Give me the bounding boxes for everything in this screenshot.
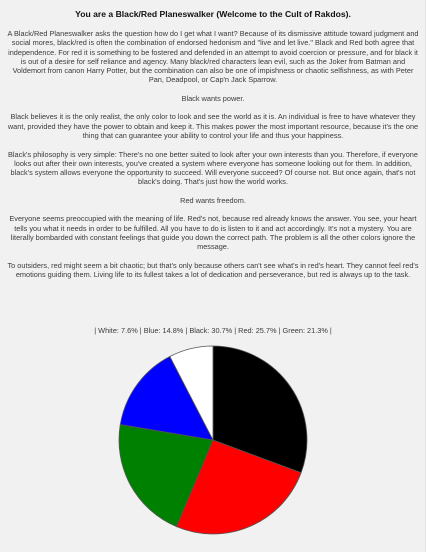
black-paragraph-1: Black believes it is the only realist, the only color to look and see the world as it is. An individual is free to have whatever they want, provided they have the power to obtain and keep it. This makes power the most important resource, because it's the one thing that can guarantee your ability to control your life and thus your happiness. [7, 112, 419, 141]
black-paragraph-2: Black's philosophy is very simple: There's no one better suited to look after your own interests than you. Therefore, if everyone looks out after their own interests, you've created a system where everyone has someone looking out for them. In addition, black's system allows everyone the opportunity to succeed. Will everyone succeed? Of course not. But once again, that's not black's doing. That's just how the world works. [8, 149, 418, 187]
red-paragraph-2: To outsiders, red might seem a bit chaotic; but that's only because others can't see what's in red's heart. They cannot feel red's emotions guiding them. Living life to its fullest takes a lot of dedication and perseverance, but red is always up to the task. [7, 260, 419, 280]
color-percentages: | White: 7.6% | Blue: 14.8% | Black: 30.7% | Red: 25.7% | Green: 21.3% | [94, 326, 332, 335]
intro-paragraph: A Black/Red Planeswalker asks the question how do I get what I want? Because of its dismissive attitude toward judgment and social mores, black/red is often the combination of endorsed hedonism and "live and let live." Black and Red both agree that independence. For red it is something to be fostered and defended in an attempt to avoid coercion or pressure, and for black it is out of a desire for self reliance and agency. Many black/red characters lean evil, such as the Joker from Batman and Voldemort from canon Harry Potter, but the combination can also be one of impishness or chaotic selfishness, as with Peter Pan, Deadpool, or Cap'n Jack Sparrow. [7, 29, 419, 85]
red-paragraph-1: Everyone seems preoccupied with the meaning of life. Red's not, because red already knows the answer. You see, your heart tells you what it needs in order to be fulfilled. All you have to do is listen to it and act accordingly. It's not a mystery. You are literally bombarded with constant feelings that guide you down the correct path. The problem is all the other colors ignore the message. [9, 214, 417, 252]
description-body [7, 29, 419, 289]
color-pie-chart [117, 344, 309, 536]
black-heading: Black wants power. [181, 93, 245, 103]
red-heading: Red wants freedom. [180, 195, 246, 205]
page-title: You are a Black/Red Planeswalker (Welcome to the Cult of Rakdos). [75, 9, 351, 19]
